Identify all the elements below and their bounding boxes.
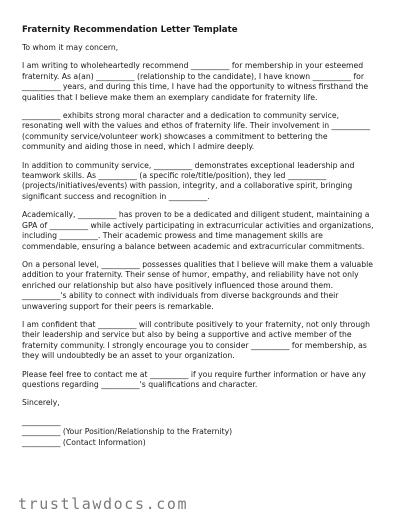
paragraph-leadership: In addition to community service, __________ demonstrates exceptional leadership and teamwork skills. As __________ (a specific role/title/position), they led __________ (projects/initiatives/events) with passion, integrity, and a collaborative spirit, bringing significant success and recognition in __________. [22,160,355,201]
paragraph-contact: Please feel free to contact me at __________ if you require further information or have any questions regarding __________'s qualifications and character. [22,369,366,389]
watermark: trustlawdocs.com [18,495,189,513]
paragraph-intro: I am writing to wholeheartedly recommend __________ for membership in your esteemed fraternity. As a(an) __________ (relationship to the candidate), I have known __________ for __________ years, and during this time, I have had the opportunity to witness firsthand the qualities that I believe make them an exemplary candidate for fraternity life. [22,61,369,102]
greeting: To whom it may concern, [22,43,119,52]
paragraph-academics: Academically, __________ has proven to be a dedicated and diligent student, maintaining a GPA of __________ while actively participating in extracurricular activities and organizations, including __________. Their academic prowess and time management skills are commendable, ensuring a balance between academic and extracurricular commitments. [22,210,374,251]
signature-block: __________ __________ (Your Position/Relationship to the Fraternity) __________ (Contact Information) [22,416,233,447]
closing: Sincerely, [22,398,60,408]
paragraph-character: __________ exhibits strong moral character and a dedication to community service, resonating well with the values and ethos of fraternity life. Their involvement in __________ (community service/volunteer work) showcases a commitment to bettering the community and aiding those in need, which I admire deeply. [22,111,370,152]
paragraph-personal: On a personal level, __________ possesses qualities that I believe will make them a valuable addition to your fraternity. Their sense of humor, empathy, and reliability have not only enriched our relationship but also have positively influenced those around them. __________'s ability to connect with individuals from diverse backgrounds and their unwavering support for their peers is remarkable. [22,259,374,311]
paragraph-confidence: I am confident that __________ will contribute positively to your fraternity, not only through their leadership and service but also by being a supportive and active member of the fraternity community. I strongly encourage you to consider __________ for membership, as they will undoubtedly be an asset to your organization. [22,319,370,361]
document-title: Fraternity Recommendation Letter Template [22,25,238,35]
letter-body [22,24,384,448]
